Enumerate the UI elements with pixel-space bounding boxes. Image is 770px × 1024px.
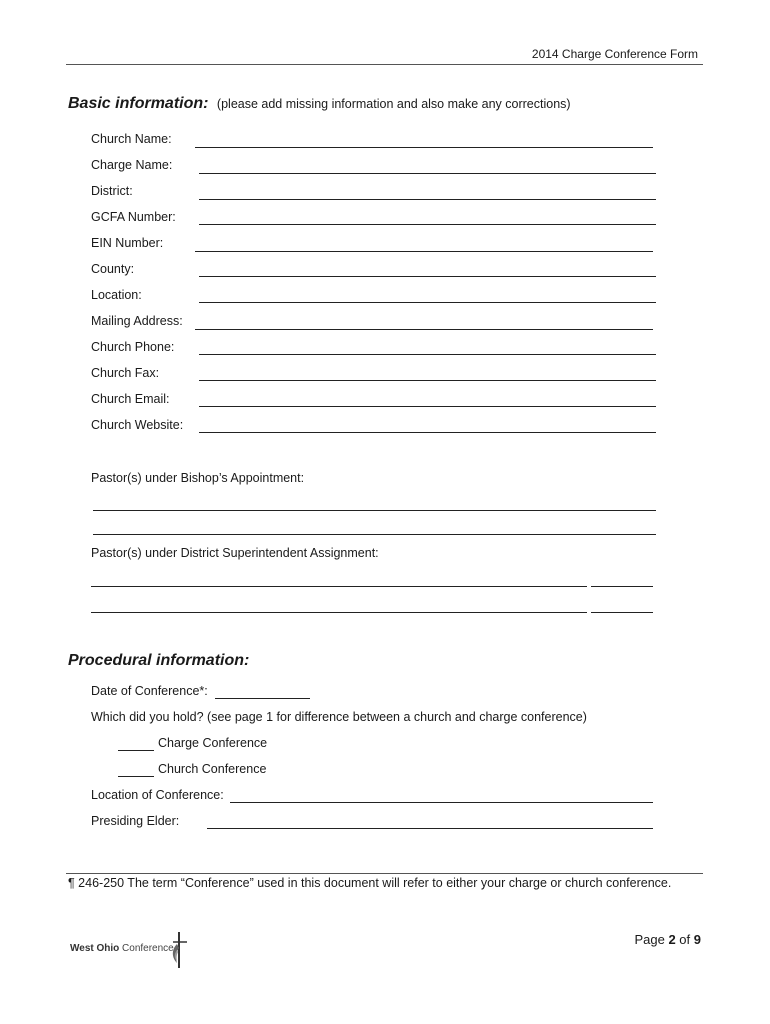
basic-info-heading [68, 95, 571, 113]
presiding-elder-field[interactable] [207, 828, 653, 829]
page-total: 9 [693, 932, 701, 947]
gcfa-number-label: GCFA Number: [91, 210, 176, 224]
location-of-conference-field[interactable] [230, 802, 653, 803]
church-name-field[interactable] [195, 147, 653, 148]
logo-wordmark-rest: Conference [119, 943, 174, 954]
page-of: of [675, 932, 694, 947]
basic-info-colon: : [203, 95, 209, 112]
church-conference-option-label: Church Conference [158, 762, 267, 776]
page-number [634, 932, 701, 947]
pastors-ds-label: Pastor(s) under District Superintendent Assignment: [91, 546, 379, 560]
charge-name-label: Charge Name: [91, 158, 173, 172]
page-current: 2 [668, 932, 676, 947]
church-conference-checkbox[interactable] [118, 776, 154, 777]
footer-divider [66, 873, 703, 874]
church-email-label: Church Email: [91, 392, 170, 406]
which-held-label: Which did you hold? (see page 1 for difference between a church and charge conference) [91, 710, 587, 724]
gcfa-number-field[interactable] [199, 224, 656, 225]
date-of-conference-label: Date of Conference*: [91, 684, 208, 698]
district-field[interactable] [199, 199, 656, 200]
church-fax-label: Church Fax: [91, 366, 160, 380]
procedural-info-title: Procedural information [68, 652, 245, 669]
church-phone-field[interactable] [199, 354, 656, 355]
pastors-bishop-field-1[interactable] [93, 510, 656, 511]
page-prefix: Page [634, 932, 669, 947]
pastors-ds-name-field-1[interactable] [91, 586, 587, 587]
church-fax-field[interactable] [199, 380, 656, 381]
pastors-bishop-field-2[interactable] [93, 534, 656, 535]
logo-wordmark-bold: West Ohio [70, 943, 120, 954]
mailing-address-field[interactable] [195, 329, 653, 330]
church-phone-label: Church Phone: [91, 340, 175, 354]
church-name-label: Church Name: [91, 132, 172, 146]
presiding-elder-label: Presiding Elder: [91, 814, 180, 828]
location-label: Location: [91, 288, 142, 302]
ein-number-label: EIN Number: [91, 236, 164, 250]
pastors-ds-extra-field-1[interactable] [591, 586, 653, 587]
basic-info-title: Basic information [68, 95, 204, 112]
ein-number-field[interactable] [195, 251, 653, 252]
date-of-conference-field[interactable] [215, 698, 310, 699]
pastors-ds-name-field-2[interactable] [91, 612, 587, 613]
charge-name-field[interactable] [199, 173, 656, 174]
district-label: District: [91, 184, 133, 198]
mailing-address-label: Mailing Address: [91, 314, 183, 328]
logo-wordmark [70, 943, 174, 954]
procedural-info-heading [68, 652, 249, 670]
church-email-field[interactable] [199, 406, 656, 407]
pastors-ds-extra-field-2[interactable] [591, 612, 653, 613]
footnote-text: ¶ 246-250 The term “Conference” used in this document will refer to either your charge or church conference. [68, 876, 672, 890]
location-of-conference-label: Location of Conference: [91, 788, 224, 802]
location-field[interactable] [199, 302, 656, 303]
county-field[interactable] [199, 276, 656, 277]
procedural-info-colon: : [244, 652, 250, 669]
basic-info-note: (please add missing information and also make any corrections) [216, 97, 571, 111]
header-divider [66, 64, 703, 65]
form-header-title: 2014 Charge Conference Form [531, 47, 698, 61]
church-website-label: Church Website: [91, 418, 184, 432]
charge-conference-option-label: Charge Conference [158, 736, 268, 750]
charge-conference-checkbox[interactable] [118, 750, 154, 751]
pastors-bishop-label: Pastor(s) under Bishop’s Appointment: [91, 471, 305, 485]
church-website-field[interactable] [199, 432, 656, 433]
cross-and-flame-icon [168, 930, 190, 970]
county-label: County: [91, 262, 135, 276]
